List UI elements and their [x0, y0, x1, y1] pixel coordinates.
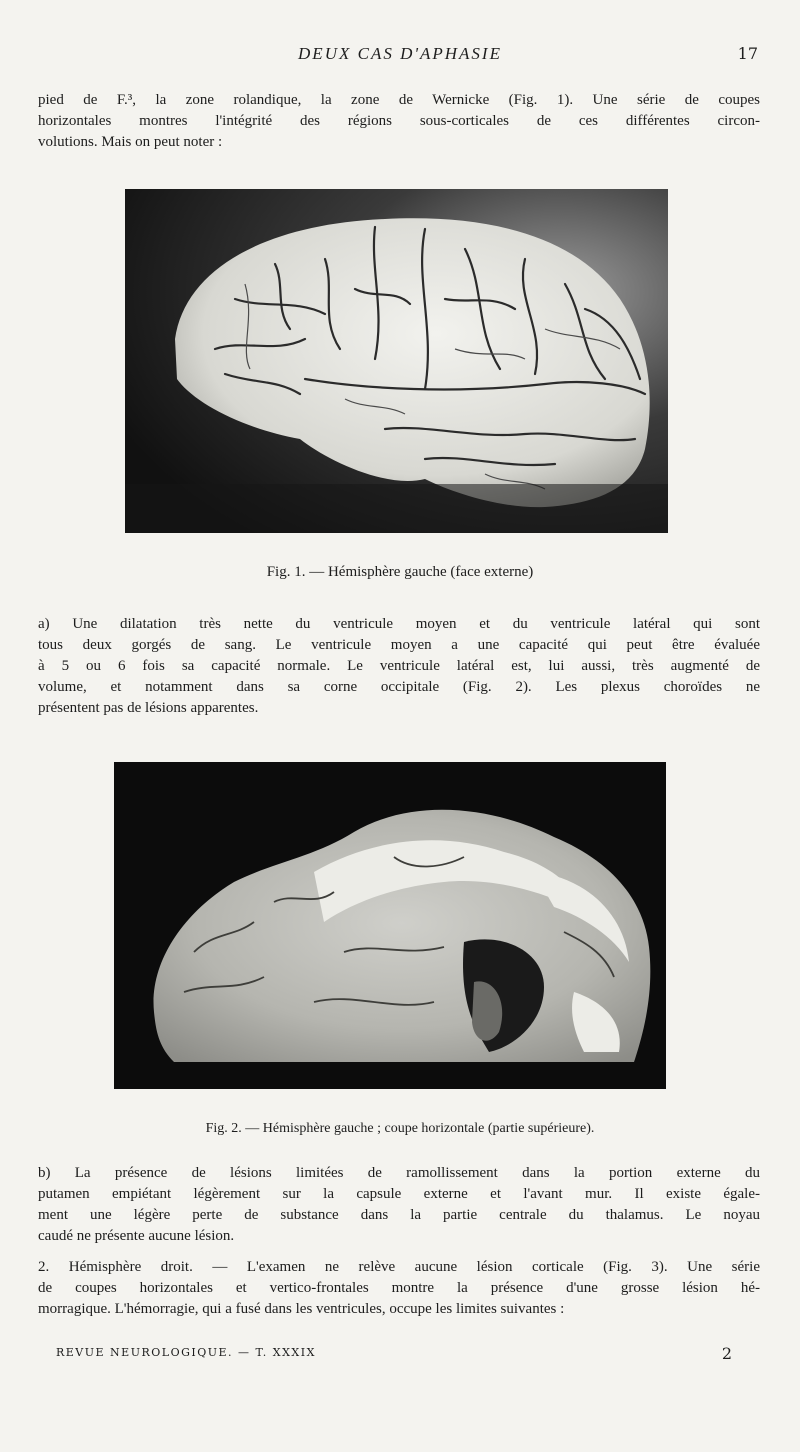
paragraph-a — [38, 614, 760, 719]
figure-1-caption: Fig. 1. — Hémisphère gauche (face externe) — [266, 564, 534, 580]
paragraph-b — [38, 1163, 760, 1247]
text-line: ment une légère perte de substance dans la partie centrale du thalamus. Le noyau — [38, 1207, 760, 1223]
paragraph-intro — [38, 90, 760, 153]
running-title: DEUX CAS D'APHASIE — [298, 44, 502, 63]
text-line: caudé ne présente aucune lésion. — [38, 1228, 235, 1244]
text-line: présentent pas de lésions apparentes. — [38, 700, 259, 716]
text-line: morragique. L'hémorragie, qui a fusé dans les ventricules, occupe les limites suivantes : — [38, 1301, 565, 1317]
signature-mark: 2 — [721, 1344, 732, 1363]
text-line: 2. Hémisphère droit. — L'examen ne relève aucune lésion corticale (Fig. 3). Une série — [38, 1259, 760, 1275]
text-line: a) Une dilatation très nette du ventricule moyen et du ventricule latéral qui sont — [38, 616, 760, 632]
text-line: volutions. Mais on peut noter : — [38, 134, 223, 150]
brain-lateral-illustration — [125, 189, 668, 533]
figure-2-caption: Fig. 2. — Hémisphère gauche ; coupe horizontale (partie supérieure). — [205, 1121, 595, 1136]
text-line: b) La présence de lésions limitées de ramollissement dans la portion externe du — [38, 1165, 760, 1181]
running-head — [36, 44, 764, 70]
text-line: putamen empiétant légèrement sur la capsule externe et l'avant mur. Il existe égale- — [38, 1186, 760, 1202]
text-line: tous deux gorgés de sang. Le ventricule moyen a une capacité qui peut être évaluée — [38, 637, 760, 653]
text-line: de coupes horizontales et vertico-frontales montre la présence d'une grosse lésion hé- — [38, 1280, 760, 1296]
journal-reference: REVUE NEUROLOGIQUE. — T. XXXIX — [56, 1346, 316, 1359]
text-line: volume, et notamment dans sa corne occipitale (Fig. 2). Les plexus choroïdes ne — [38, 679, 760, 695]
paragraph-2 — [38, 1257, 760, 1320]
brain-section-illustration — [114, 762, 666, 1089]
text-line: pied de F.³, la zone rolandique, la zone de Wernicke (Fig. 1). Une série de coupes — [38, 92, 760, 108]
page-number: 17 — [737, 44, 758, 63]
text-line: horizontales montres l'intégrité des régions sous-corticales de ces différentes circon- — [38, 113, 760, 129]
page-footer — [56, 1346, 732, 1368]
figure-2-photo — [114, 762, 666, 1089]
text-line: à 5 ou 6 fois sa capacité normale. Le ventricule latéral est, lui aussi, très augmenté de — [38, 658, 760, 674]
figure-1-photo — [125, 189, 668, 533]
